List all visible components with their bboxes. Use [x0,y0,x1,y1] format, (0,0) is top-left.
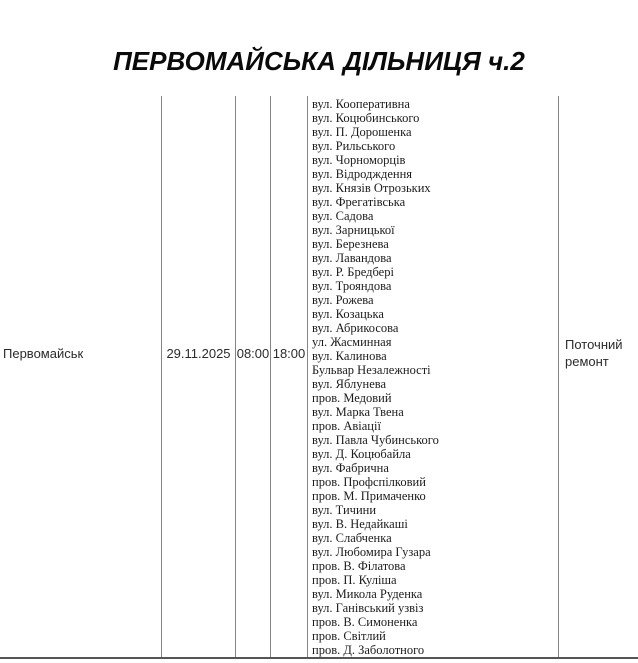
street-item: вул. П. Дорошенка [312,125,412,139]
street-item: пров. Авіації [312,419,381,433]
time-end-value: 18:00 [272,346,306,361]
street-item: вул. Фабрична [312,461,389,475]
street-item: вул. Марка Твена [312,405,404,419]
cell-streets [307,96,558,657]
street-item: вул. Микола Руденка [312,587,423,601]
page-title: ПЕРВОМАЙСЬКА ДІЛЬНИЦЯ ч.2 [113,46,525,76]
street-item: вул. Березнева [312,237,389,251]
street-item: пров. В. Симоненка [312,615,418,629]
street-item: вул. Зарницької [312,223,395,237]
cell-date [161,96,235,657]
street-item: вул. Відродждення [312,167,413,181]
time-start-value: 08:00 [236,346,270,361]
street-item: пров. Світлий [312,629,386,643]
street-item: вул. Р. Бредбері [312,265,394,279]
street-item: вул. Ганівський узвіз [312,601,424,615]
street-item: пров. Д. Заболотного [312,643,425,657]
street-item: вул. Садова [312,209,374,223]
street-item: вул. Калинова [312,349,387,363]
street-item: вул. Павла Чубинського [312,433,439,447]
outage-schedule-table [0,96,638,659]
cell-location [0,96,161,657]
cell-time-start [235,96,270,657]
street-item: ул. Жасминная [312,335,392,349]
date-value: 29.11.2025 [166,346,231,361]
street-item: вул. Трояндова [312,279,392,293]
street-item: вул. Лавандова [312,251,392,265]
street-item: вул. Любомира Гузара [312,545,431,559]
cell-work-type [558,96,638,657]
street-item: вул. Тичини [312,503,377,517]
work-type-label: Поточний ремонт [565,337,623,369]
street-item: вул. Абрикосова [312,321,399,335]
street-item: вул. Рильського [312,139,396,153]
street-item: вул. Кооперативна [312,97,410,111]
street-item: вул. Чорноморців [312,153,406,167]
street-item: пров. Медовий [312,391,392,405]
street-item: пров. В. Філатова [312,559,406,573]
street-item: пров. Профспілковий [312,475,426,489]
street-item: вул. Князів Отрозьких [312,181,431,195]
street-item: вул. Слабченка [312,531,392,545]
streets-list [308,96,558,657]
street-item: вул. Д. Коцюбайла [312,447,411,461]
street-item: пров. М. Примаченко [312,489,426,503]
street-item: вул. Рожева [312,293,374,307]
street-item: вул. В. Недайкаші [312,517,408,531]
street-item: вул. Коцюбинського [312,111,420,125]
street-item: Бульвар Незалежності [312,363,431,377]
street-item: пров. П. Куліша [312,573,397,587]
street-item: вул. Козацька [312,307,384,321]
location-label: Первомайськ [3,346,84,361]
street-item: вул. Фрегатівська [312,195,406,209]
street-item: вул. Яблунева [312,377,387,391]
cell-time-end [270,96,307,657]
